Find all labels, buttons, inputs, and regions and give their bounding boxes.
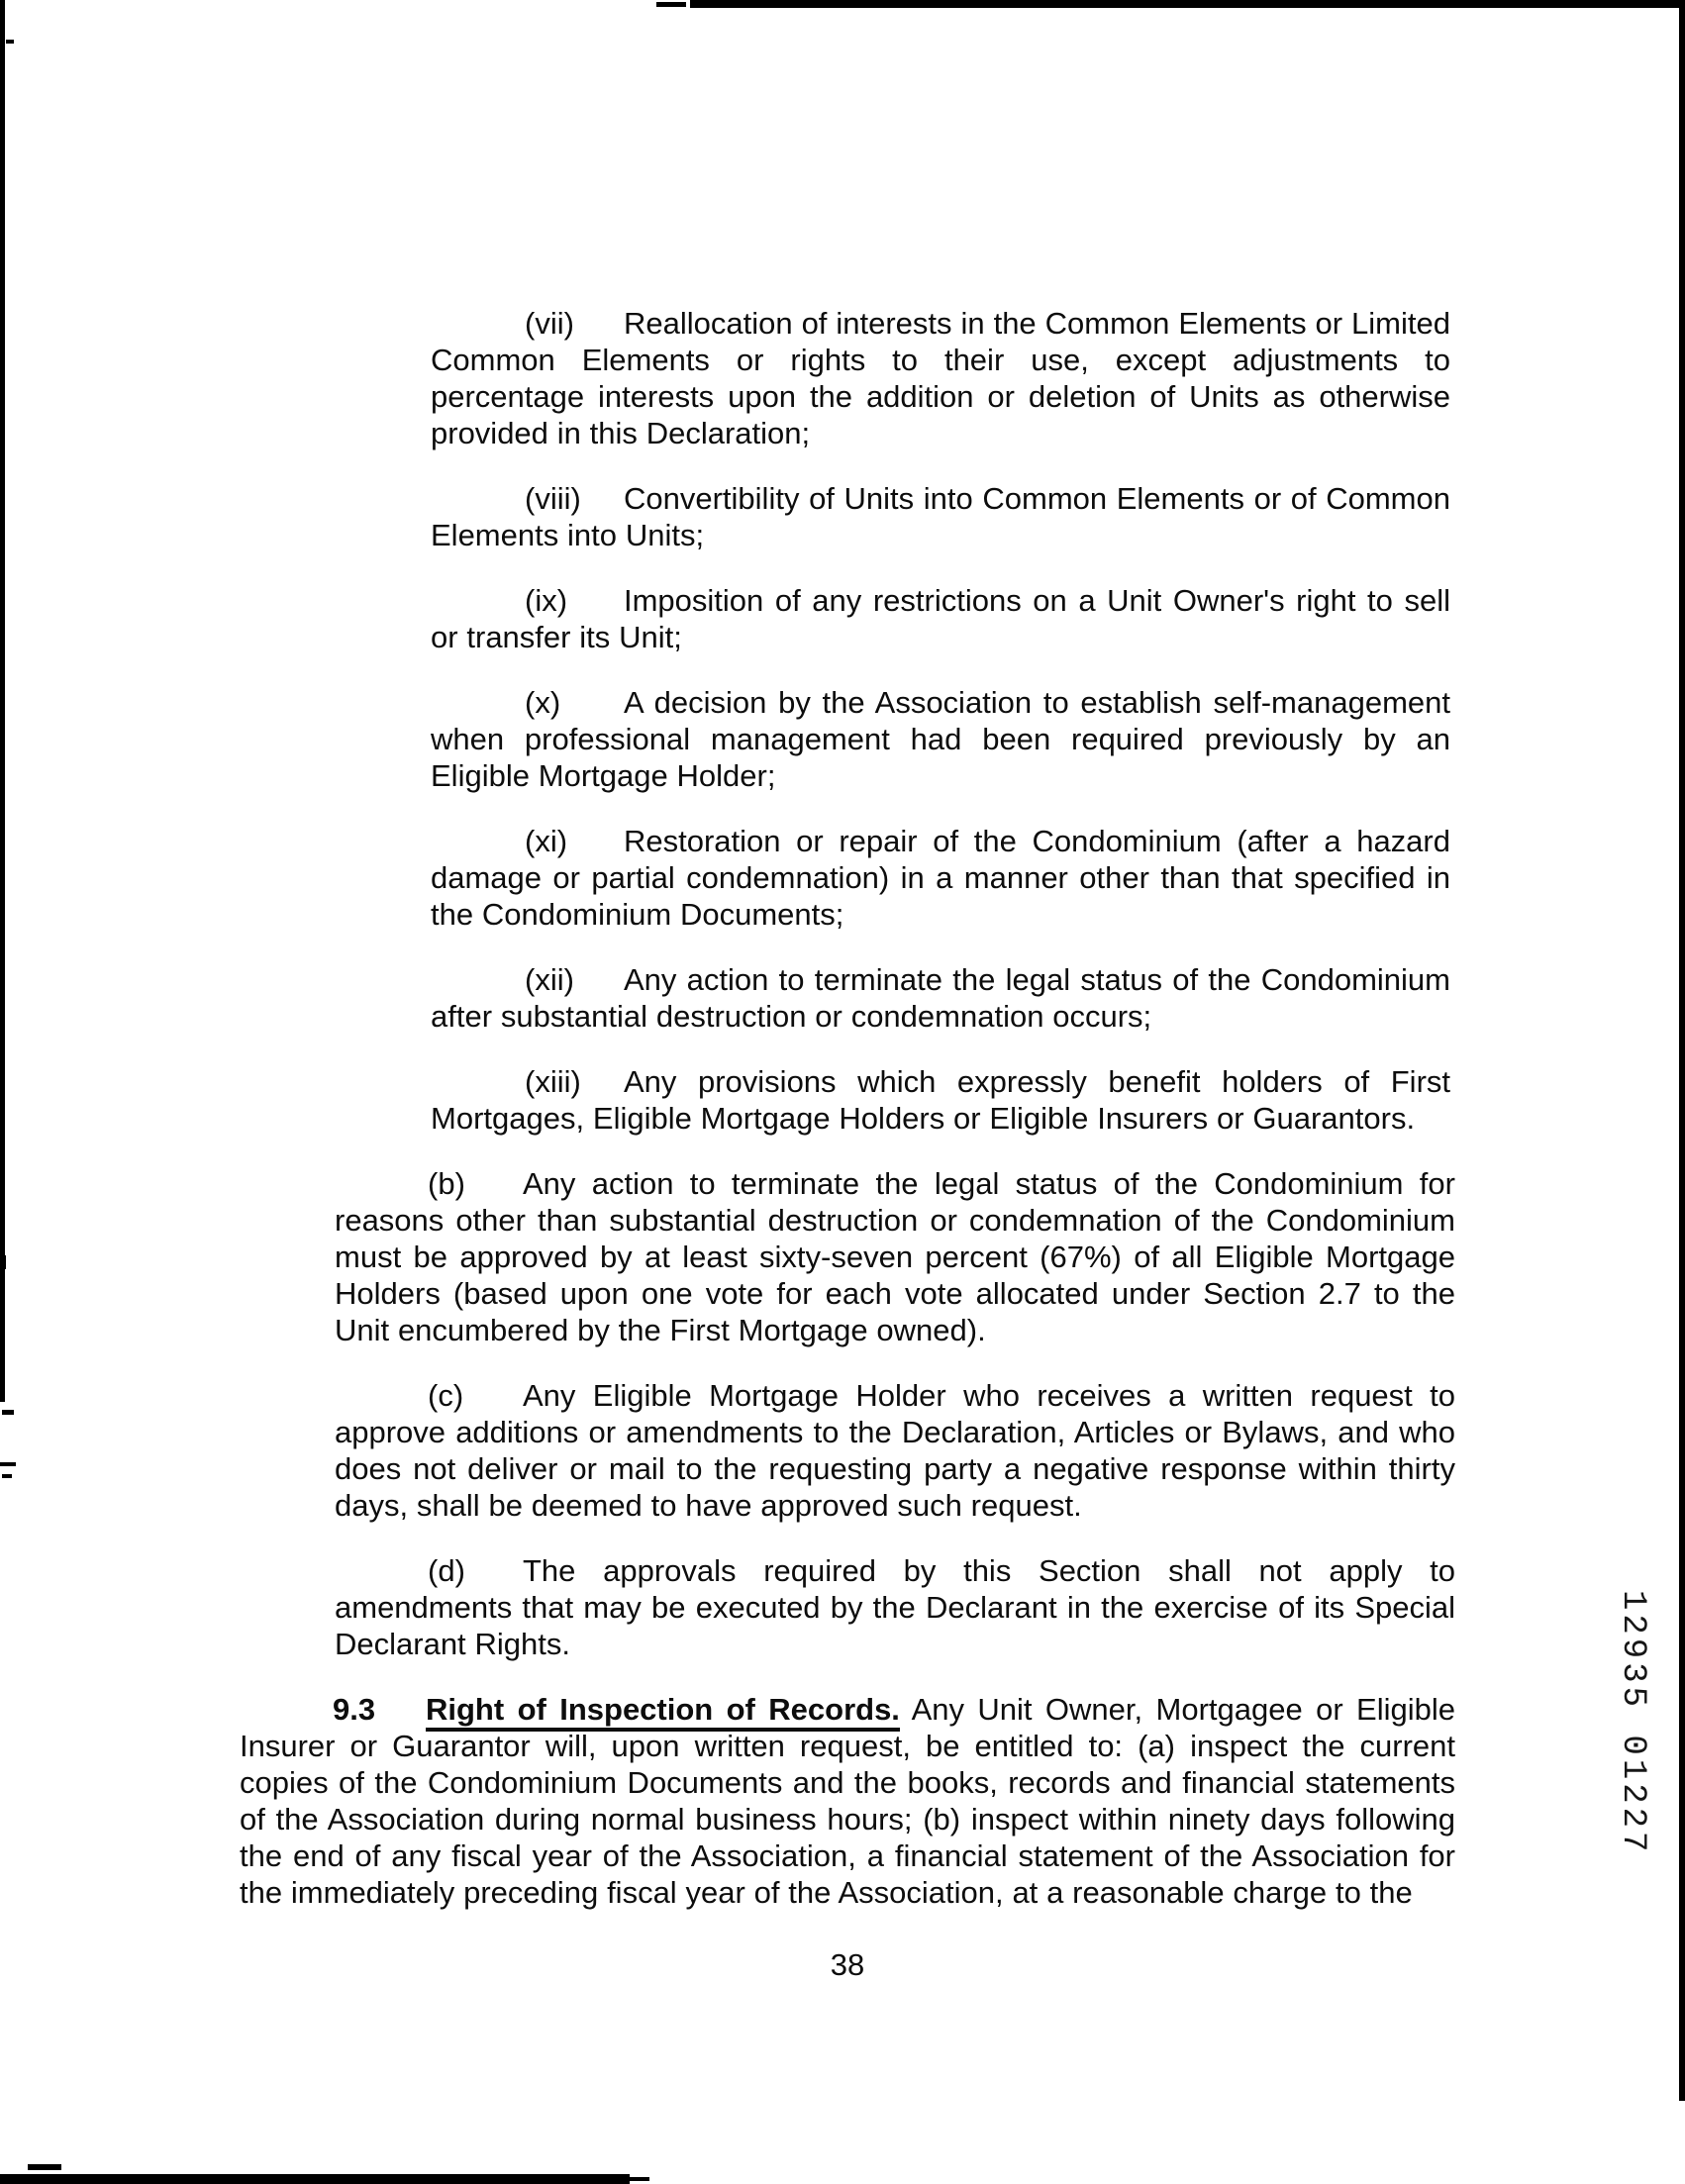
sub-item-ix-text: Imposition of any restrictions on a Unit Owner's right to sell or transfer its Unit; (431, 583, 1450, 654)
section-9-3 (240, 1691, 1455, 1911)
sub-item-viii-text: Convertibility of Units into Common Elements or of Common Elements into Units; (431, 481, 1450, 552)
scan-artifact-right-bar (1679, 0, 1685, 2101)
sub-item-xi-label: (xi) (525, 824, 568, 858)
paragraph-d (335, 1552, 1455, 1662)
section-9-3-heading: Right of Inspection of Records. (426, 1692, 900, 1732)
sub-item-xii-label: (xii) (525, 962, 574, 997)
sub-item-vii-text: Reallocation of interests in the Common Elements or Limited Common Elements or rights to their use, except adjustments to percentage interests upon the addition or deletion of Units as otherwise provided in this Declaration; (431, 306, 1450, 450)
sub-item-xii (431, 961, 1450, 1035)
paragraph-d-text: The approvals required by this Section shall not apply to amendments that may be executed by the Declarant in the exercise of its Special Declarant Rights. (335, 1553, 1455, 1661)
scan-artifact-top-bar-dash (656, 2, 686, 7)
sub-item-xiii-label: (xiii) (525, 1064, 581, 1099)
sub-item-ix-label: (ix) (525, 583, 568, 618)
scan-artifact-speck (28, 2164, 61, 2170)
sub-item-ix (431, 582, 1450, 655)
sub-item-x-text: A decision by the Association to establish self-management when professional management had been required previously by an Eligible Mortgage Holder; (431, 685, 1450, 793)
sub-item-xi (431, 823, 1450, 933)
sub-item-vii (431, 305, 1450, 451)
paragraph-b-label: (b) (428, 1166, 465, 1201)
page-number: 38 (830, 1947, 865, 1982)
paragraph-c (335, 1377, 1455, 1524)
scan-artifact-bottom-bar-tail (630, 2177, 649, 2181)
recorder-stamp-number: 12935 01227 (1614, 1590, 1651, 1856)
sub-item-xi-text: Restoration or repair of the Condominium (after a hazard damage or partial condemnation) in a manner other than that specified in the Condominium Documents; (431, 824, 1450, 932)
sub-item-viii-label: (viii) (525, 481, 581, 516)
paragraph-d-label: (d) (428, 1553, 465, 1588)
paragraph-c-text: Any Eligible Mortgage Holder who receives a written request to approve additions or amendments to the Declaration, Articles or Bylaws, and who does not deliver or mail to the requesting party a negative response within thirty days, shall be deemed to have approved such request. (335, 1378, 1455, 1523)
paragraph-b-text: Any action to terminate the legal status of the Condominium for reasons other than substantial destruction or condemnation of the Condominium must be approved by at least sixty-seven percent (67%) of all Eligible Mortgage Holders (based upon one vote for each vote allocated under Section 2.7 to the Unit encumbered by the First Mortgage owned). (335, 1166, 1455, 1347)
paragraph-c-label: (c) (428, 1378, 464, 1413)
scan-artifact-bottom-bar (0, 2174, 630, 2184)
sub-item-vii-label: (vii) (525, 306, 574, 341)
scan-artifact-speck (0, 1462, 16, 1466)
scan-artifact-speck (0, 1255, 6, 1269)
document-body (0, 305, 1685, 1983)
scan-artifact-speck (2, 1474, 12, 1478)
sub-item-xiii-text: Any provisions which expressly benefit holders of First Mortgages, Eligible Mortgage Holders or Eligible Insurers or Guarantors. (431, 1064, 1450, 1136)
sub-item-xiii (431, 1063, 1450, 1137)
sub-item-x-label: (x) (525, 685, 561, 720)
scan-artifact-speck (2, 1410, 14, 1415)
scan-artifact-top-bar (690, 0, 1685, 8)
sub-item-viii (431, 480, 1450, 553)
scan-artifact-speck (6, 40, 14, 44)
section-9-3-number: 9.3 (333, 1692, 376, 1727)
paragraph-b (335, 1165, 1455, 1348)
scan-artifact-left-bar (0, 0, 5, 1402)
section-9-3-body: Any Unit Owner, Mortgagee or Eligible Insurer or Guarantor will, upon written request, be entitled to: (a) inspect the current copies of the Condominium Documents and the books, records and financial statements of the Association during normal business hours; (b) inspect within ninety days following the end of any fiscal year of the Association, a financial statement of the Association for the immediately preceding fiscal year of the Association, at a reasonable charge to the (240, 1692, 1455, 1910)
sub-item-xii-text: Any action to terminate the legal status of the Condominium after substantial destruction or condemnation occurs; (431, 962, 1450, 1034)
sub-item-x (431, 684, 1450, 794)
